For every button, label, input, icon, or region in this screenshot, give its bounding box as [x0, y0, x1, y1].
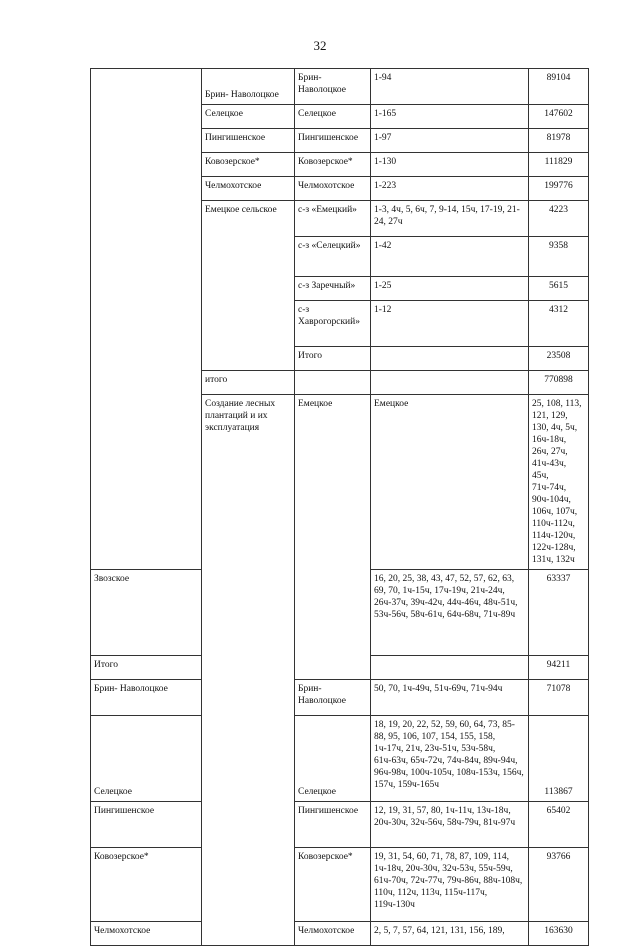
area-cell: 199776: [529, 177, 589, 201]
district-cell: Ковозерское*: [295, 153, 371, 177]
table-row: [91, 922, 589, 946]
district-cell: Звозское: [91, 570, 202, 656]
area-cell: 113867: [529, 716, 589, 802]
page-number: 32: [313, 38, 327, 53]
area-cell: 4312: [529, 301, 589, 347]
forestry-cell: Ковозерское*: [202, 153, 295, 177]
grand-total-label: итого: [202, 371, 295, 395]
quarters-cell-empty: [371, 371, 529, 395]
forestry-cell: Пингишенское: [202, 129, 295, 153]
forestry-cell: Селецкое: [91, 716, 202, 802]
quarters-cell: 12, 19, 31, 57, 80, 1ч-11ч, 13ч-18ч, 20ч-30ч, 32ч-56ч, 58ч-79ч, 81ч-97ч: [371, 802, 529, 848]
district-cell: Селецкое: [295, 105, 371, 129]
forestry-cell: Емецкое: [295, 395, 371, 680]
quarters-cell: 1-130: [371, 153, 529, 177]
activity-line: эксплуатация: [205, 423, 260, 433]
table-row: [91, 69, 589, 105]
district-cell: с-з «Емецкий»: [295, 201, 371, 237]
district-cell: с-з Хаврогорский»: [295, 301, 371, 347]
district-cell: Челмохотское: [295, 922, 371, 946]
activity-cell: [202, 395, 295, 946]
total-value-cell: 94211: [529, 656, 589, 680]
district-cell: Пингишенское: [295, 129, 371, 153]
district-cell: Брин-Наволоцкое: [295, 69, 371, 105]
area-cell: 5615: [529, 277, 589, 301]
district-cell: Емецкое: [371, 395, 529, 570]
activity-line: Создание лесных: [205, 399, 276, 409]
forest-districts-table: [90, 68, 589, 946]
district-cell: Челмохотское: [295, 177, 371, 201]
area-cell: 163630: [529, 922, 589, 946]
district-cell-empty: [295, 371, 371, 395]
area-cell: 9358: [529, 237, 589, 277]
table-row: [91, 716, 589, 802]
quarters-cell: 1-3, 4ч, 5, 6ч, 7, 9-14, 15ч, 17-19, 21-24, 27ч: [371, 201, 529, 237]
quarters-cell: 1-223: [371, 177, 529, 201]
area-cell: 71078: [529, 680, 589, 716]
quarters-cell-empty: [371, 347, 529, 371]
quarters-cell: 2, 5, 7, 57, 64, 121, 131, 156, 189,: [371, 922, 529, 946]
quarters-cell: 1-94: [371, 69, 529, 105]
total-value-cell: 23508: [529, 347, 589, 371]
quarters-cell: 16, 20, 25, 38, 43, 47, 52, 57, 62, 63, 69, 70, 1ч-15ч, 17ч-19ч, 21ч-24ч, 26ч-37ч, 39ч-42ч, 44ч-46ч, 48ч-51ч, 53ч-56ч, 58ч-61ч, 64ч-68ч, 71ч-89ч: [371, 570, 529, 656]
quarters-cell: 1-42: [371, 237, 529, 277]
area-cell: 89104: [529, 69, 589, 105]
table-row: [91, 802, 589, 848]
area-cell: 4223: [529, 201, 589, 237]
forestry-cell: Ковозерское*: [91, 848, 202, 922]
total-label-cell: Итого: [295, 347, 371, 371]
district-cell: Ковозерское*: [295, 848, 371, 922]
forestry-cell: Челмохотское: [91, 922, 202, 946]
area-cell: 93766: [529, 848, 589, 922]
table-row: [91, 848, 589, 922]
grand-total-value: 770898: [529, 371, 589, 395]
activity-cell-empty: [91, 69, 202, 570]
activity-line: плантаций и их: [205, 411, 268, 421]
quarters-cell: 1-97: [371, 129, 529, 153]
area-cell: 63337: [529, 570, 589, 656]
total-label-cell: Итого: [91, 656, 202, 680]
quarters-cell: 50, 70, 1ч-49ч, 51ч-69ч, 71ч-94ч: [371, 680, 529, 716]
quarters-cell: 18, 19, 20, 22, 52, 59, 60, 64, 73, 85-88, 95, 106, 107, 154, 155, 158, 1ч-17ч, 21ч, 23ч-51ч, 53ч-58ч, 61ч-63ч, 65ч-72ч, 74ч-84ч, 89ч-94ч, 96ч-98ч, 100ч-105ч, 108ч-153ч, 156ч, 157ч, 159ч-165ч: [371, 716, 529, 802]
district-cell: Селецкое: [295, 716, 371, 802]
forestry-cell: Селецкое: [202, 105, 295, 129]
forestry-cell: Брин- Наволоцкое: [91, 680, 202, 716]
quarters-cell-empty: [371, 656, 529, 680]
quarters-cell: 1-12: [371, 301, 529, 347]
quarters-cell: 1-25: [371, 277, 529, 301]
area-cell: 147602: [529, 105, 589, 129]
quarters-cell: 25, 108, 113, 121, 129, 130, 4ч, 5ч, 16ч-18ч, 26ч, 27ч, 41ч-43ч, 45ч, 71ч-74ч, 90ч-104ч, 106ч, 107ч, 110ч-112ч, 114ч-120ч, 122ч-128ч, 131ч, 132ч: [529, 395, 589, 570]
forestry-cell: Брин- Наволоцкое: [202, 69, 295, 105]
quarters-cell: 1-165: [371, 105, 529, 129]
quarters-cell: 19, 31, 54, 60, 71, 78, 87, 109, 114, 1ч-18ч, 20ч-30ч, 32ч-53ч, 55ч-59ч, 61ч-70ч, 72ч-77ч, 79ч-86ч, 88ч-108ч, 110ч, 112ч, 113ч, 115ч-117ч, 119ч-130ч: [371, 848, 529, 922]
area-cell: 81978: [529, 129, 589, 153]
forestry-cell: Емецкое сельское: [202, 201, 295, 371]
district-cell: Брин-Наволоцкое: [295, 680, 371, 716]
district-cell: с-з «Селецкий»: [295, 237, 371, 277]
district-cell: с-з Заречный»: [295, 277, 371, 301]
area-cell: 111829: [529, 153, 589, 177]
district-cell: Пингишенское: [295, 802, 371, 848]
area-cell: 65402: [529, 802, 589, 848]
table-row: [91, 680, 589, 716]
forestry-cell: Пингишенское: [91, 802, 202, 848]
forestry-cell: Челмохотское: [202, 177, 295, 201]
